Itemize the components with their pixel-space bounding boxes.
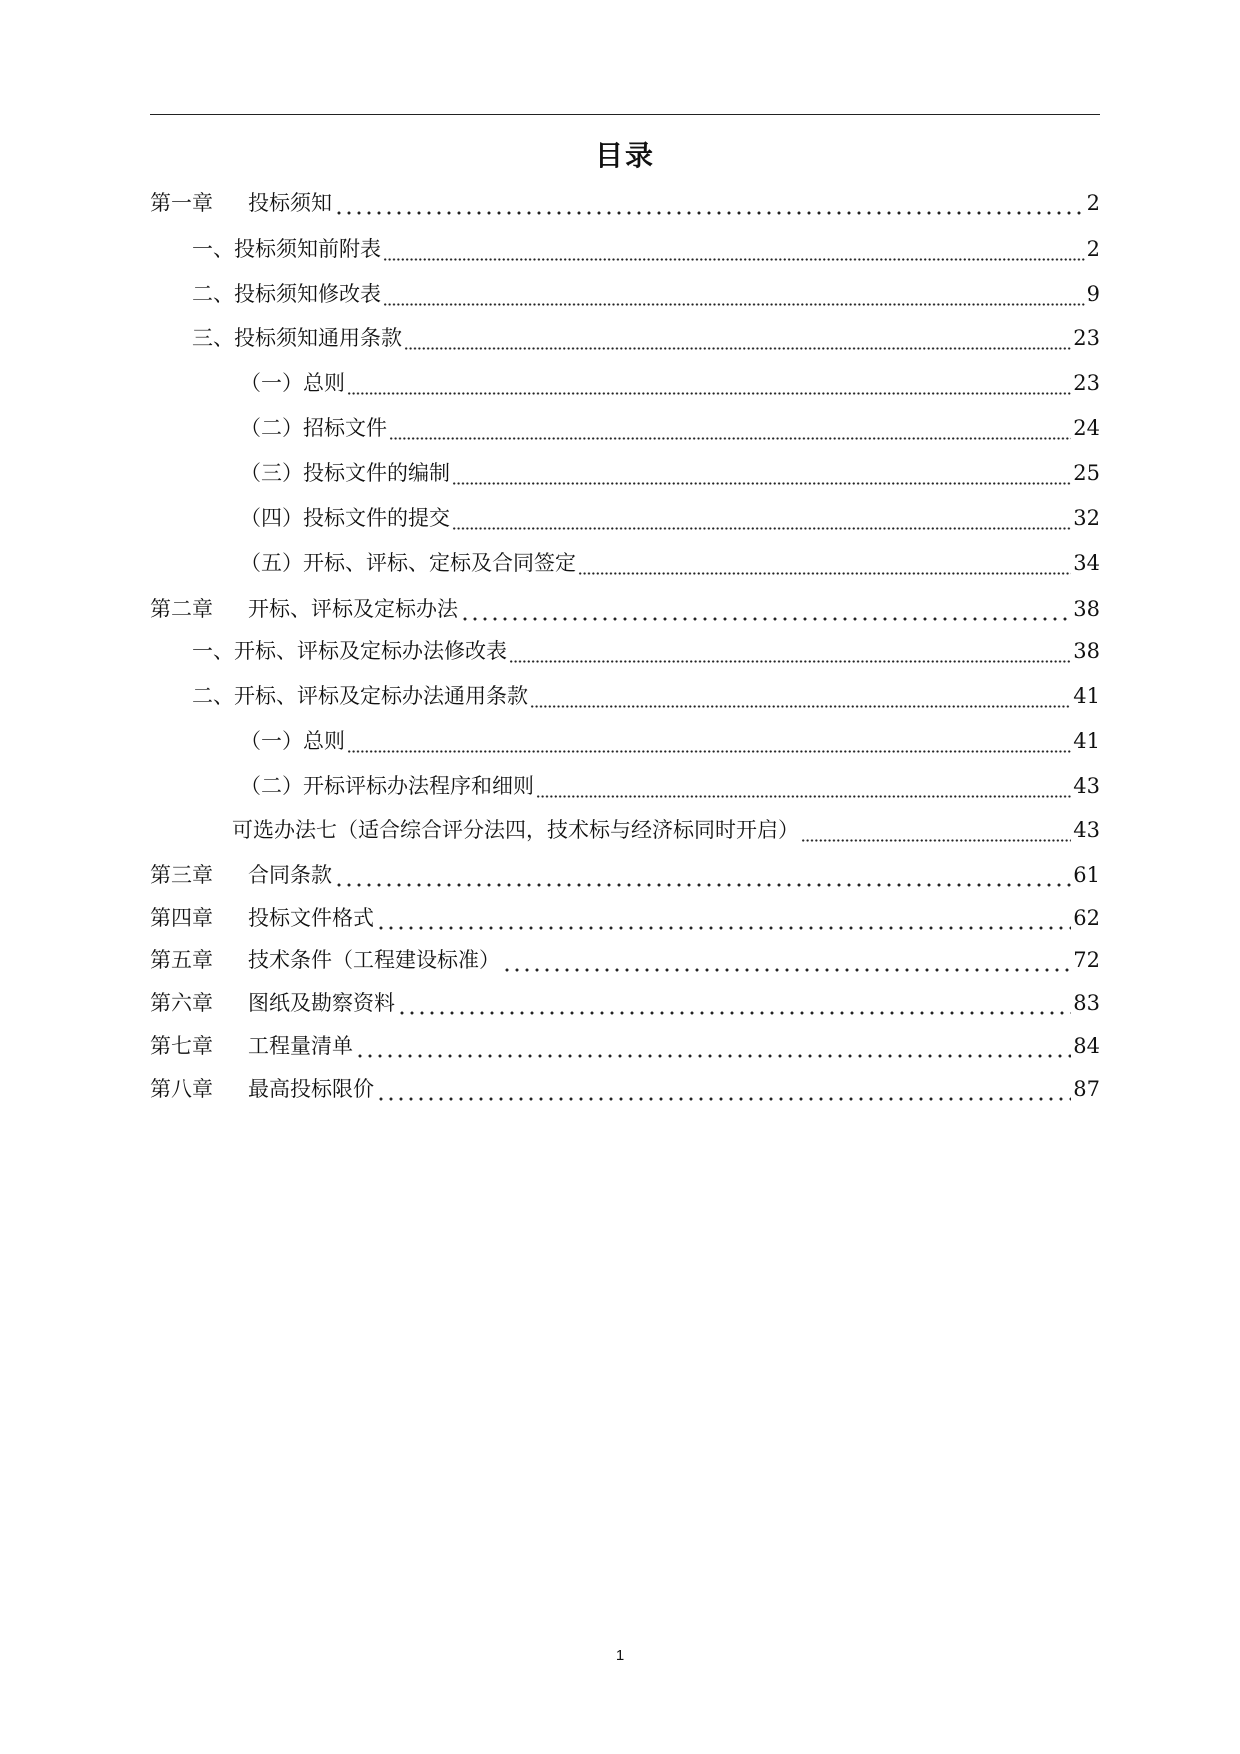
dot-leader <box>452 458 1071 488</box>
toc-entry[interactable] <box>192 681 1100 711</box>
toc-entry-text: （二）开标评标办法程序和细则 <box>240 774 534 798</box>
toc-entry-label <box>240 503 450 533</box>
toc-chapter-number: 第六章 <box>150 991 213 1015</box>
toc-page-number: 32 <box>1073 506 1100 530</box>
dot-leader <box>376 903 1071 933</box>
toc-entry-text: （一）总则 <box>240 371 345 395</box>
toc-entry-label <box>240 458 450 488</box>
toc-entry[interactable] <box>150 594 1100 624</box>
toc-entry[interactable] <box>150 1074 1100 1104</box>
toc-page-number: 41 <box>1073 729 1100 753</box>
toc-entry-label <box>192 681 528 711</box>
toc-entry-text: 工程量清单 <box>248 1034 353 1058</box>
toc-entry[interactable] <box>240 458 1100 488</box>
toc-page-number: 23 <box>1073 371 1100 395</box>
dot-leader <box>502 945 1071 975</box>
toc-page-number: 38 <box>1073 597 1100 621</box>
toc-entry-text: （一）总则 <box>240 729 345 753</box>
toc-entry-label <box>240 368 345 398</box>
toc-entry-text: 二、投标须知修改表 <box>192 282 381 306</box>
dot-leader <box>334 860 1071 890</box>
toc-entry[interactable] <box>150 903 1100 933</box>
toc-entry-text: 合同条款 <box>248 863 332 887</box>
toc-entry-label <box>192 279 381 309</box>
toc-chapter-number: 第三章 <box>150 863 213 887</box>
toc-entry[interactable] <box>192 636 1100 666</box>
toc-chapter-number: 第一章 <box>150 191 213 215</box>
toc-entry[interactable] <box>192 323 1100 353</box>
dot-leader <box>460 594 1071 624</box>
toc-entry[interactable] <box>150 860 1100 890</box>
dot-leader <box>383 279 1085 309</box>
toc-entry[interactable] <box>240 548 1100 578</box>
toc-entry-label <box>232 815 799 845</box>
toc-entry-label <box>240 548 576 578</box>
toc-entry[interactable] <box>240 771 1100 801</box>
dot-leader <box>578 548 1071 578</box>
toc-entry[interactable] <box>240 726 1100 756</box>
toc-entry-text: （五）开标、评标、定标及合同签定 <box>240 551 576 575</box>
toc-page-number: 23 <box>1073 326 1100 350</box>
toc-page-number: 2 <box>1086 191 1100 215</box>
toc-chapter-number: 第八章 <box>150 1077 213 1101</box>
toc-entry-label <box>150 903 374 933</box>
toc-entry[interactable] <box>240 368 1100 398</box>
toc-page-number: 61 <box>1073 863 1100 887</box>
toc-page-number: 84 <box>1073 1034 1100 1058</box>
toc-page-number: 24 <box>1073 416 1100 440</box>
toc-entry-text: 图纸及勘察资料 <box>248 991 395 1015</box>
toc-entry-label <box>240 726 345 756</box>
toc-entry-label <box>150 860 332 890</box>
dot-leader <box>383 234 1085 264</box>
toc-page-number: 38 <box>1073 639 1100 663</box>
toc-page-number: 87 <box>1073 1077 1100 1101</box>
toc-page-number: 25 <box>1073 461 1100 485</box>
toc-title: 目录 <box>594 139 655 172</box>
toc-entry-text: 一、投标须知前附表 <box>192 237 381 261</box>
toc-entry-label <box>240 771 534 801</box>
dot-leader <box>347 368 1071 398</box>
toc-entry-text: 最高投标限价 <box>248 1077 374 1101</box>
dot-leader <box>509 636 1071 666</box>
toc-entry-text: 可选办法七（适合综合评分法四，技术标与经济标同时开启） <box>232 818 799 842</box>
dot-leader <box>355 1031 1071 1061</box>
toc-entry-text: 技术条件（工程建设标准） <box>248 948 500 972</box>
toc-entry-label <box>150 988 395 1018</box>
toc-entry[interactable] <box>150 945 1100 975</box>
dot-leader <box>347 726 1071 756</box>
toc-entry-label <box>150 1031 353 1061</box>
toc-entry[interactable] <box>192 234 1100 264</box>
toc-chapter-number: 第二章 <box>150 597 213 621</box>
page-number: 1 <box>615 1647 625 1664</box>
toc-chapter-number: 第四章 <box>150 906 213 930</box>
toc-entry-label <box>150 594 458 624</box>
toc-entry-text: 投标文件格式 <box>248 906 374 930</box>
toc-entry-label <box>192 323 402 353</box>
toc-entry-label <box>150 188 332 218</box>
toc-page-number: 2 <box>1086 237 1100 261</box>
dot-leader <box>389 413 1071 443</box>
dot-leader <box>334 188 1085 218</box>
dot-leader <box>404 323 1071 353</box>
toc-entry-text: （四）投标文件的提交 <box>240 506 450 530</box>
toc-entry-label <box>150 945 500 975</box>
toc-entry-text: 三、投标须知通用条款 <box>192 326 402 350</box>
dot-leader <box>452 503 1071 533</box>
toc-page-number: 9 <box>1086 282 1100 306</box>
dot-leader <box>536 771 1071 801</box>
dot-leader <box>376 1074 1071 1104</box>
toc-page-number: 62 <box>1073 906 1100 930</box>
toc-page-number: 34 <box>1073 551 1100 575</box>
toc-entry-text: （三）投标文件的编制 <box>240 461 450 485</box>
toc-page-number: 41 <box>1073 684 1100 708</box>
toc-entry-label <box>240 413 387 443</box>
dot-leader <box>530 681 1071 711</box>
toc-entry-text: 开标、评标及定标办法 <box>248 597 458 621</box>
toc-entry[interactable] <box>232 815 1100 845</box>
toc-entry-label <box>192 234 381 264</box>
toc-entry-label <box>192 636 507 666</box>
toc-entry-text: 二、开标、评标及定标办法通用条款 <box>192 684 528 708</box>
toc-entry-text: 投标须知 <box>248 191 332 215</box>
toc-page-number: 83 <box>1073 991 1100 1015</box>
toc-page-number: 72 <box>1073 948 1100 972</box>
dot-leader <box>397 988 1071 1018</box>
toc-chapter-number: 第七章 <box>150 1034 213 1058</box>
toc-entry[interactable] <box>240 503 1100 533</box>
toc-page-number: 43 <box>1073 774 1100 798</box>
toc-entry[interactable] <box>192 279 1100 309</box>
toc-entry[interactable] <box>240 413 1100 443</box>
toc-entry-label <box>150 1074 374 1104</box>
toc-page-number: 43 <box>1073 818 1100 842</box>
toc-entry[interactable] <box>150 1031 1100 1061</box>
toc-entry[interactable] <box>150 188 1100 218</box>
toc-entry[interactable] <box>150 988 1100 1018</box>
toc-entry-text: （二）招标文件 <box>240 416 387 440</box>
toc-chapter-number: 第五章 <box>150 948 213 972</box>
dot-leader <box>801 815 1071 845</box>
toc-entry-text: 一、开标、评标及定标办法修改表 <box>192 639 507 663</box>
